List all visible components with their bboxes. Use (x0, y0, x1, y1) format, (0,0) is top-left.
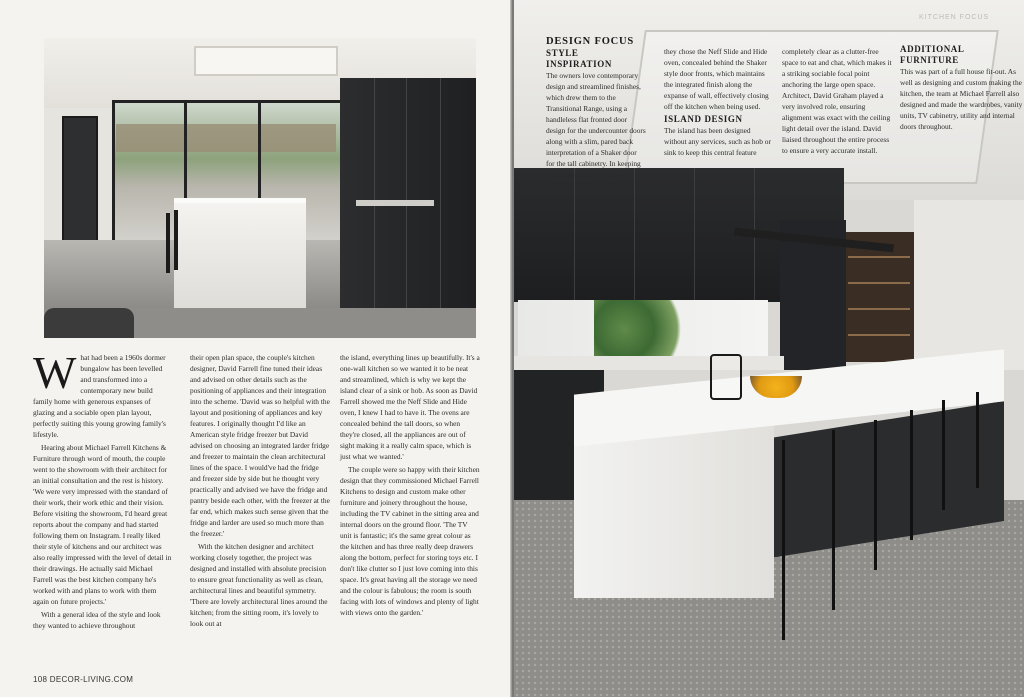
right-page (514, 0, 1024, 697)
paragraph: the island, everything lines up beautifully. It's a one-wall kitchen so we wanted it to be neat and streamlined, which is why we kept the island clear of a sink or hob. As soon as David Farrell showed me the Neff Slide and Hide oven, I knew I had to have it. The ovens are concealed behind the tall doors, so when they're closed, all the appliances are out of sight making it a really calm space, which is just what we wanted.' (340, 353, 480, 461)
bar-stool (976, 392, 979, 488)
island-design-continued: completely clear as a clutter-free space to eat and chat, which makes it a striking sociable focal point anchoring the large open space. Architect, David Graham played a very involved role, ensuring alignment was exact with the ceiling light detail over the island. David liaised throughout the entire process to ensure a very accurate install. (782, 47, 892, 155)
bar-stool (874, 420, 877, 570)
bar-stool (942, 400, 945, 510)
dark-cabinets (340, 78, 476, 338)
sidebar-column-1 (546, 36, 646, 191)
cabinet-seam (406, 78, 407, 338)
back-worktop (356, 200, 434, 206)
shelf (848, 308, 910, 310)
cabinet-seam (374, 78, 375, 338)
cabinet-seam (440, 78, 441, 338)
bar-stool (174, 210, 178, 270)
cabinet-seam (694, 168, 695, 302)
bar-stool (832, 430, 835, 610)
bookshelves (844, 232, 914, 362)
bar-stool (782, 440, 785, 640)
kitchen-island (174, 203, 306, 323)
garden-fence (116, 124, 336, 152)
paragraph-text: hat had been a 1960s dormer bungalow has been levelled and transformed into a contemporary new build family home with generous expanses of glazing and a sociable open plan layout, perfectly suiting this young growing family's lifestyle. (33, 353, 166, 439)
drop-cap: W (33, 347, 77, 398)
plants (594, 300, 694, 358)
paragraph: With a general idea of the style and look they wanted to achieve throughout (33, 610, 161, 630)
design-focus-kicker: DESIGN FOCUS (546, 36, 635, 47)
style-inspiration-continued: they chose the Neff Slide and Hide oven, concealed behind the Shaker style door fronts, which maintains the integrated finish along the expanse of wall, effectively closing off the kitchen when being used. (664, 47, 769, 111)
paragraph: The couple were so happy with their kitchen design that they commissioned Michael Farrell Kitchens to design and custom make other furniture and joinery throughout the house, including the TV cabinet in the sitting area and internal doors on the ground floor. 'The TV unit is fantastic; it's the same great colour as the kitchen and has three really deep drawers along the bottom, perfect for storing toys etc. I don't like clutter so I just love coming into this space. It's great having all the storage we need and the colour is fabulous; the room is south facing with lots of windows and plenty of light with views onto the garden.' (340, 465, 480, 617)
lantern (710, 354, 742, 400)
paragraph: their open plan space, the couple's kitchen designer, David Farrell fine tuned their ideas and advised on other details such as the positioning of appliances and their integration into the scheme. 'David was so helpful with the layout and positioning of appliances and key features. I originally thought I'd like an American style fridge freezer but David advised on choosing an integrated larder fridge and freezer to maintain the clean architectural lines of the space. I would've had the fridge and freezer side by side but he thought very practically and advised we have the fridge and pantry beside each other, with the freezer at the far end, which makes such sense given that the fridge and larder are used so much more than the freezer.' (190, 353, 330, 538)
paragraph: Hearing about Michael Farrell Kitchens & Furniture through word of mouth, the couple went to the showroom with their architect for an initial consultation and the rest is history. 'We were very impressed with the standard of their work, their work ethic and their vision. Before visiting the showroom, I'd heard great reports about the company and had started following them on Instagram. I really liked their style of kitchens and our architect was also really impressed with the level of detail in their drawings. He actually said Michael Farrell was the best kitchen company he's worked with and plans to work with them again on future projects.' (33, 443, 172, 606)
shelf (848, 334, 910, 336)
glazed-door (62, 116, 98, 254)
style-inspiration-text: The owners love contemporary design and streamlined finishes, which drew them to the Transitional Range, using a handleless flat fronted door design for the undercounter doors along with a slim, pared back interpretation of a Shaker door for the tall cabinetry. In keeping with these desired clutter-free aesthetic, (546, 71, 646, 190)
bar-stool (166, 213, 170, 273)
sofa (44, 308, 134, 338)
shelf (848, 282, 910, 284)
kitchen-photo-left (44, 38, 476, 338)
back-worktop (514, 356, 784, 370)
style-inspiration-heading: STYLE INSPIRATION (546, 48, 612, 69)
additional-furniture-text: This was part of a full house fit-out. As well as designing and custom making the kitchen, the team at Michael Farrell also designed and made the wardrobes, vanity units, TV cabinetry, utility and internal doors throughout. (900, 67, 1023, 131)
island-design-text: The island has been designed without any services, such as hob or sink to keep this central feature (664, 126, 771, 157)
additional-furniture-heading: ADDITIONAL FURNITURE (900, 44, 965, 65)
article-column-3 (340, 352, 480, 620)
page-folio: 108 DECOR-LIVING.COM (33, 675, 134, 684)
right-wall (914, 200, 1024, 370)
article-column-1 (33, 347, 173, 633)
shelf (848, 256, 910, 258)
island-design-heading: ISLAND DESIGN (664, 114, 743, 124)
ceiling-skylight (194, 46, 338, 76)
sidebar-column-3 (782, 46, 894, 156)
bar-stool (910, 410, 913, 540)
sidebar-column-4 (900, 44, 1024, 132)
paragraph: With the kitchen designer and architect working closely together, the project was designed and installed with absolute precision to ensure great functionality as well as clean, architectural lines and beautiful symmetry. 'There are lovely architectural lines around the kitchen; from the sitting room, it's lovely to look out at (190, 542, 328, 628)
article-column-2 (190, 352, 330, 631)
paragraph (33, 347, 173, 440)
section-tag: KITCHEN FOCUS (919, 14, 990, 21)
sidebar-column-2 (664, 46, 772, 158)
